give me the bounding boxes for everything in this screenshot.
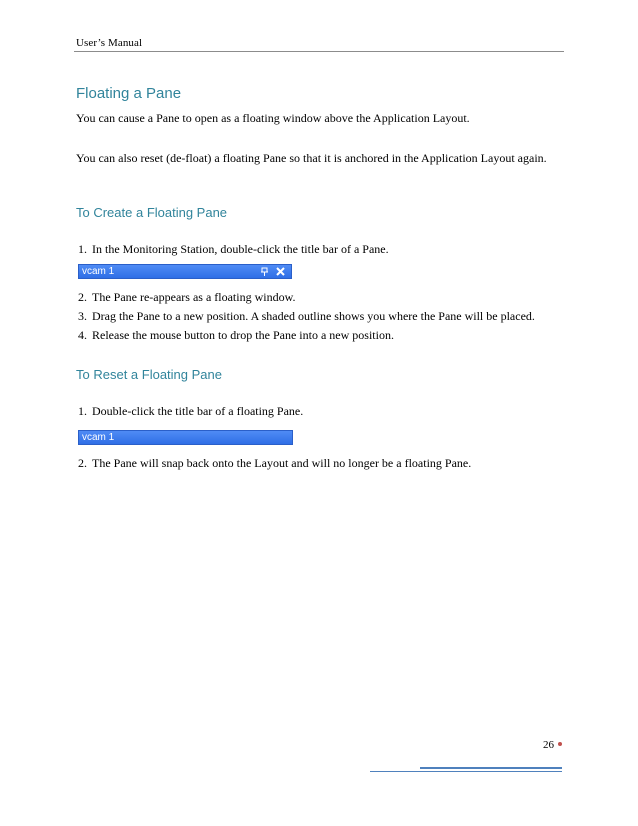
close-icon[interactable] bbox=[276, 267, 285, 276]
pane-title-label: vcam 1 bbox=[82, 266, 115, 277]
step-number: 2. bbox=[78, 456, 87, 470]
step-text: Drag the Pane to a new position. A shaded outline shows you where the Pane will be placed. bbox=[92, 309, 535, 323]
step-number: 4. bbox=[78, 328, 87, 342]
create-step-2 bbox=[78, 290, 568, 305]
footer-rule-thin bbox=[370, 771, 562, 772]
pin-icon[interactable] bbox=[260, 267, 269, 276]
section-title: Floating a Pane bbox=[76, 85, 182, 102]
header-rule bbox=[74, 51, 564, 52]
intro-paragraph-2: You can also reset (de-float) a floating Pane so that it is anchored in the Application Layout again. bbox=[76, 151, 547, 165]
step-number: 2. bbox=[78, 290, 87, 304]
step-text: In the Monitoring Station, double-click the title bar of a Pane. bbox=[92, 242, 389, 256]
step-number: 3. bbox=[78, 309, 87, 323]
reset-step-1 bbox=[78, 404, 568, 419]
footer-rule-thick bbox=[420, 767, 562, 769]
intro-paragraph-1: You can cause a Pane to open as a floating window above the Application Layout. bbox=[76, 111, 470, 125]
step-text: Release the mouse button to drop the Pane into a new position. bbox=[92, 328, 394, 342]
reset-subtitle: To Reset a Floating Pane bbox=[76, 367, 222, 382]
pane-title-label: vcam 1 bbox=[82, 432, 115, 443]
step-text: The Pane will snap back onto the Layout and will no longer be a floating Pane. bbox=[92, 456, 472, 470]
step-number: 1. bbox=[78, 404, 87, 418]
step-text: The Pane re-appears as a floating window. bbox=[92, 290, 296, 304]
create-subtitle: To Create a Floating Pane bbox=[76, 205, 228, 220]
create-step-3 bbox=[78, 309, 568, 324]
create-step-4 bbox=[78, 328, 568, 343]
create-step-1 bbox=[78, 242, 568, 257]
pane-titlebar-floating[interactable] bbox=[78, 430, 293, 445]
step-text: Double-click the title bar of a floating Pane. bbox=[92, 404, 304, 418]
running-header: User’s Manual bbox=[76, 37, 143, 49]
pane-titlebar-docked[interactable] bbox=[78, 264, 292, 279]
page-number-bullet bbox=[558, 742, 562, 746]
reset-step-2 bbox=[78, 456, 568, 471]
step-number: 1. bbox=[78, 242, 87, 256]
page-number: 26 bbox=[543, 739, 554, 751]
